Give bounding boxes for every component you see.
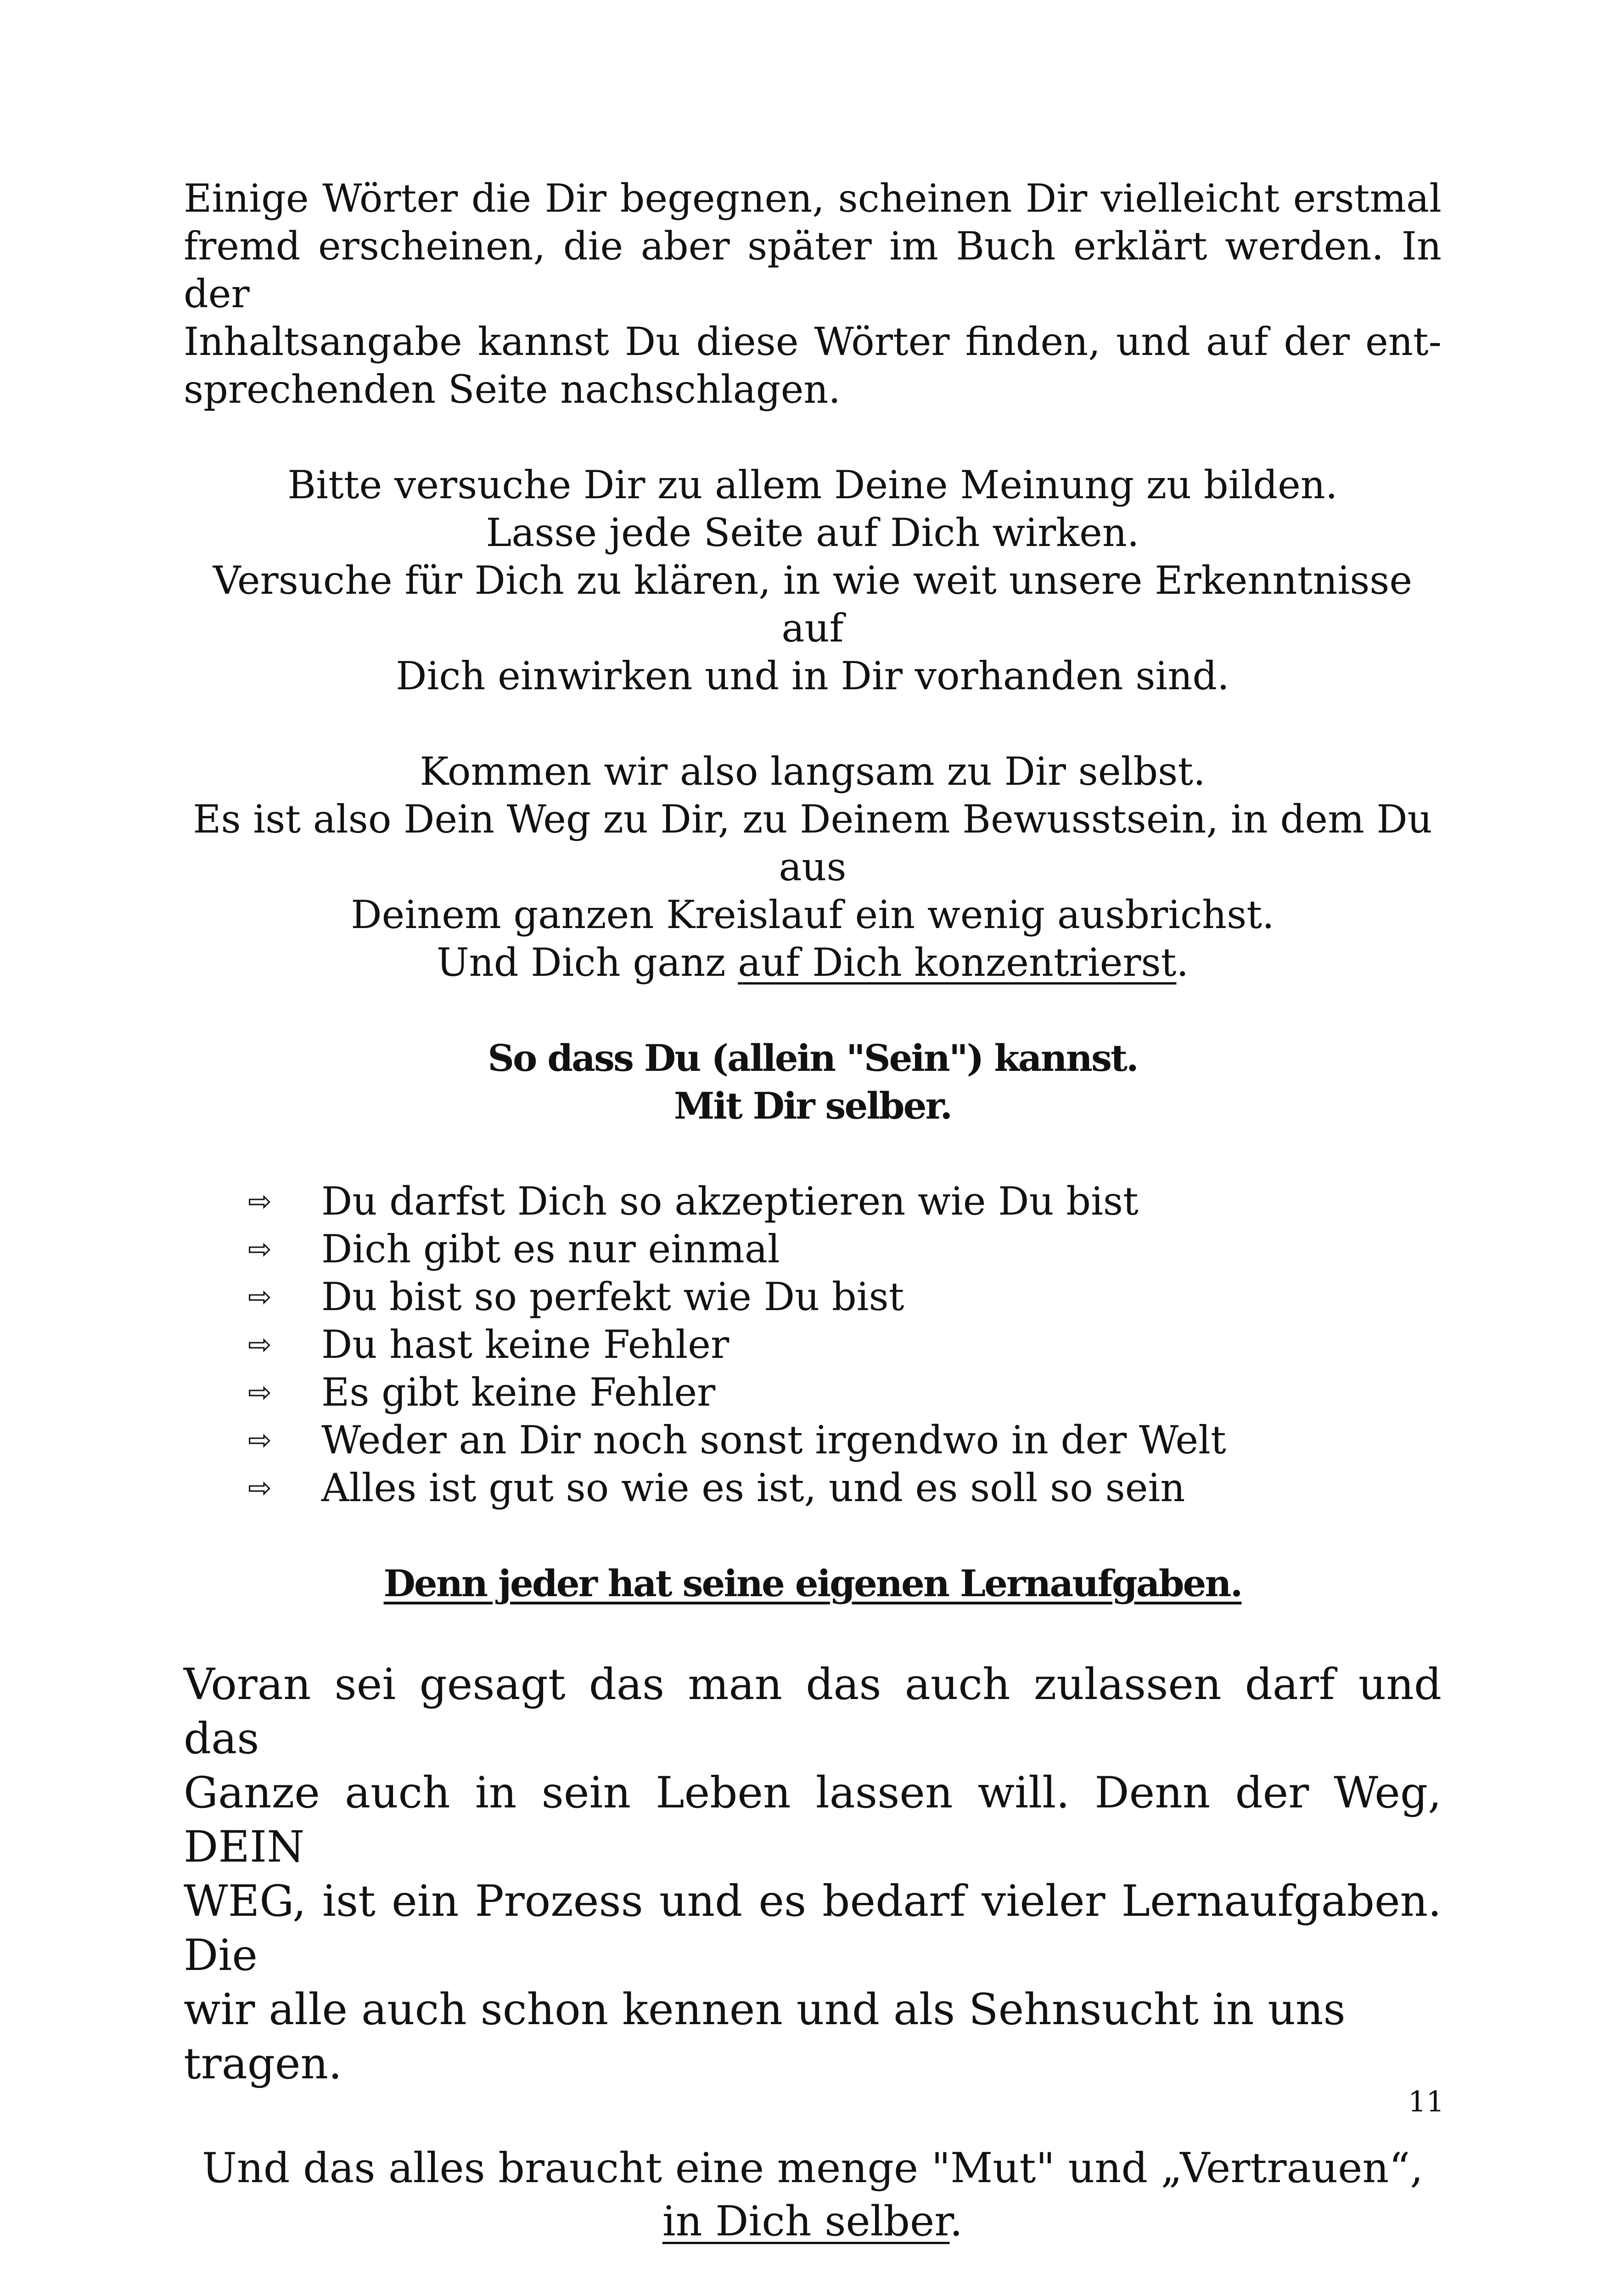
courage-line-2-post: .: [949, 2197, 963, 2245]
list-item: [248, 1225, 1442, 1273]
process-paragraph: [184, 1658, 1442, 2091]
arrow-right-icon: ⇨: [248, 1423, 272, 1457]
list-item-text: Du bist so perfekt wie Du bist: [321, 1274, 904, 1319]
lessons-heading: Denn jeder hat seine eigenen Lernaufgaben.: [383, 1562, 1242, 1605]
instruction-line-3: Versuche für Dich zu klären, in wie weit unsere Erkenntnisse auf: [213, 558, 1413, 651]
bold-statement: [184, 1034, 1442, 1130]
process-line-2: Ganze auch in sein Leben lassen will. Denn der Weg, DEIN: [184, 1768, 1442, 1872]
page-content: [184, 174, 1442, 2296]
instruction-line-4: Dich einwirken und in Dir vorhanden sind.: [396, 653, 1229, 698]
self-line-4-post: .: [1176, 940, 1189, 985]
list-item-text: Du hast keine Fehler: [321, 1322, 730, 1367]
process-line-3: WEG, ist ein Prozess und es bedarf vieler Lernaufgaben. Die: [184, 1876, 1442, 1981]
arrow-right-icon: ⇨: [248, 1328, 272, 1361]
self-line-4-underlined: auf Dich konzentrierst: [738, 940, 1177, 985]
arrow-right-icon: ⇨: [248, 1232, 272, 1266]
list-item: [248, 1273, 1442, 1321]
list-item: [248, 1177, 1442, 1225]
process-line-1: Voran sei gesagt das man das auch zulassen darf und das: [184, 1660, 1442, 1764]
courage-line-1: Und das alles braucht eine menge "Mut" und „Vertrauen“,: [202, 2144, 1423, 2192]
instruction-block: [184, 461, 1442, 700]
intro-paragraph: [184, 174, 1442, 413]
list-item-text: Alles ist gut so wie es ist, und es soll so sein: [321, 1465, 1185, 1510]
arrow-right-icon: ⇨: [248, 1471, 272, 1504]
arrow-right-icon: ⇨: [248, 1375, 272, 1409]
arrow-right-icon: ⇨: [248, 1184, 272, 1218]
self-line-4: [184, 939, 1442, 986]
list-item-text: Dich gibt es nur einmal: [321, 1227, 780, 1272]
intro-line-4: sprechenden Seite nachschlagen.: [184, 367, 841, 412]
courage-block: [184, 2142, 1442, 2248]
list-item: [248, 1321, 1442, 1368]
self-line-4-pre: Und Dich ganz: [436, 940, 738, 985]
page-number: 11: [1408, 2085, 1444, 2118]
self-block: [184, 748, 1442, 986]
self-line-2: Es ist also Dein Weg zu Dir, zu Deinem Bewusstsein, in dem Du aus: [193, 797, 1432, 889]
bold-line-2: Mit Dir selber.: [673, 1084, 952, 1127]
bold-line-1: So dass Du (allein "Sein") kannst.: [488, 1036, 1138, 1080]
intro-line-2: fremd erscheinen, die aber später im Buch erklärt werden. In der: [184, 224, 1442, 316]
self-line-1: Kommen wir also langsam zu Dir selbst.: [420, 749, 1206, 794]
list-item-text: Es gibt keine Fehler: [321, 1370, 716, 1415]
list-item-text: Weder an Dir noch sonst irgendwo in der Welt: [321, 1418, 1226, 1463]
list-item: [248, 1464, 1442, 1512]
list-item: [248, 1416, 1442, 1464]
courage-line-2: [184, 2195, 1442, 2248]
process-line-4: wir alle auch schon kennen und als Sehnsucht in uns tragen.: [184, 1985, 1346, 2089]
intro-line-3: Inhaltsangabe kannst Du diese Wörter finden, und auf der ent-: [184, 319, 1442, 364]
self-line-3: Deinem ganzen Kreislauf ein wenig ausbrichst.: [351, 892, 1274, 937]
list-item: [248, 1368, 1442, 1416]
instruction-line-2: Lasse jede Seite auf Dich wirken.: [486, 510, 1139, 555]
affirmation-list: [184, 1177, 1442, 1512]
intro-line-1: Einige Wörter die Dir begegnen, scheinen Dir vielleicht erstmal: [184, 176, 1442, 221]
courage-line-2-underlined: in Dich selber: [662, 2197, 950, 2245]
instruction-line-1: Bitte versuche Dir zu allem Deine Meinung zu bilden.: [287, 462, 1338, 507]
arrow-right-icon: ⇨: [248, 1280, 272, 1313]
list-item-text: Du darfst Dich so akzeptieren wie Du bist: [321, 1179, 1139, 1224]
